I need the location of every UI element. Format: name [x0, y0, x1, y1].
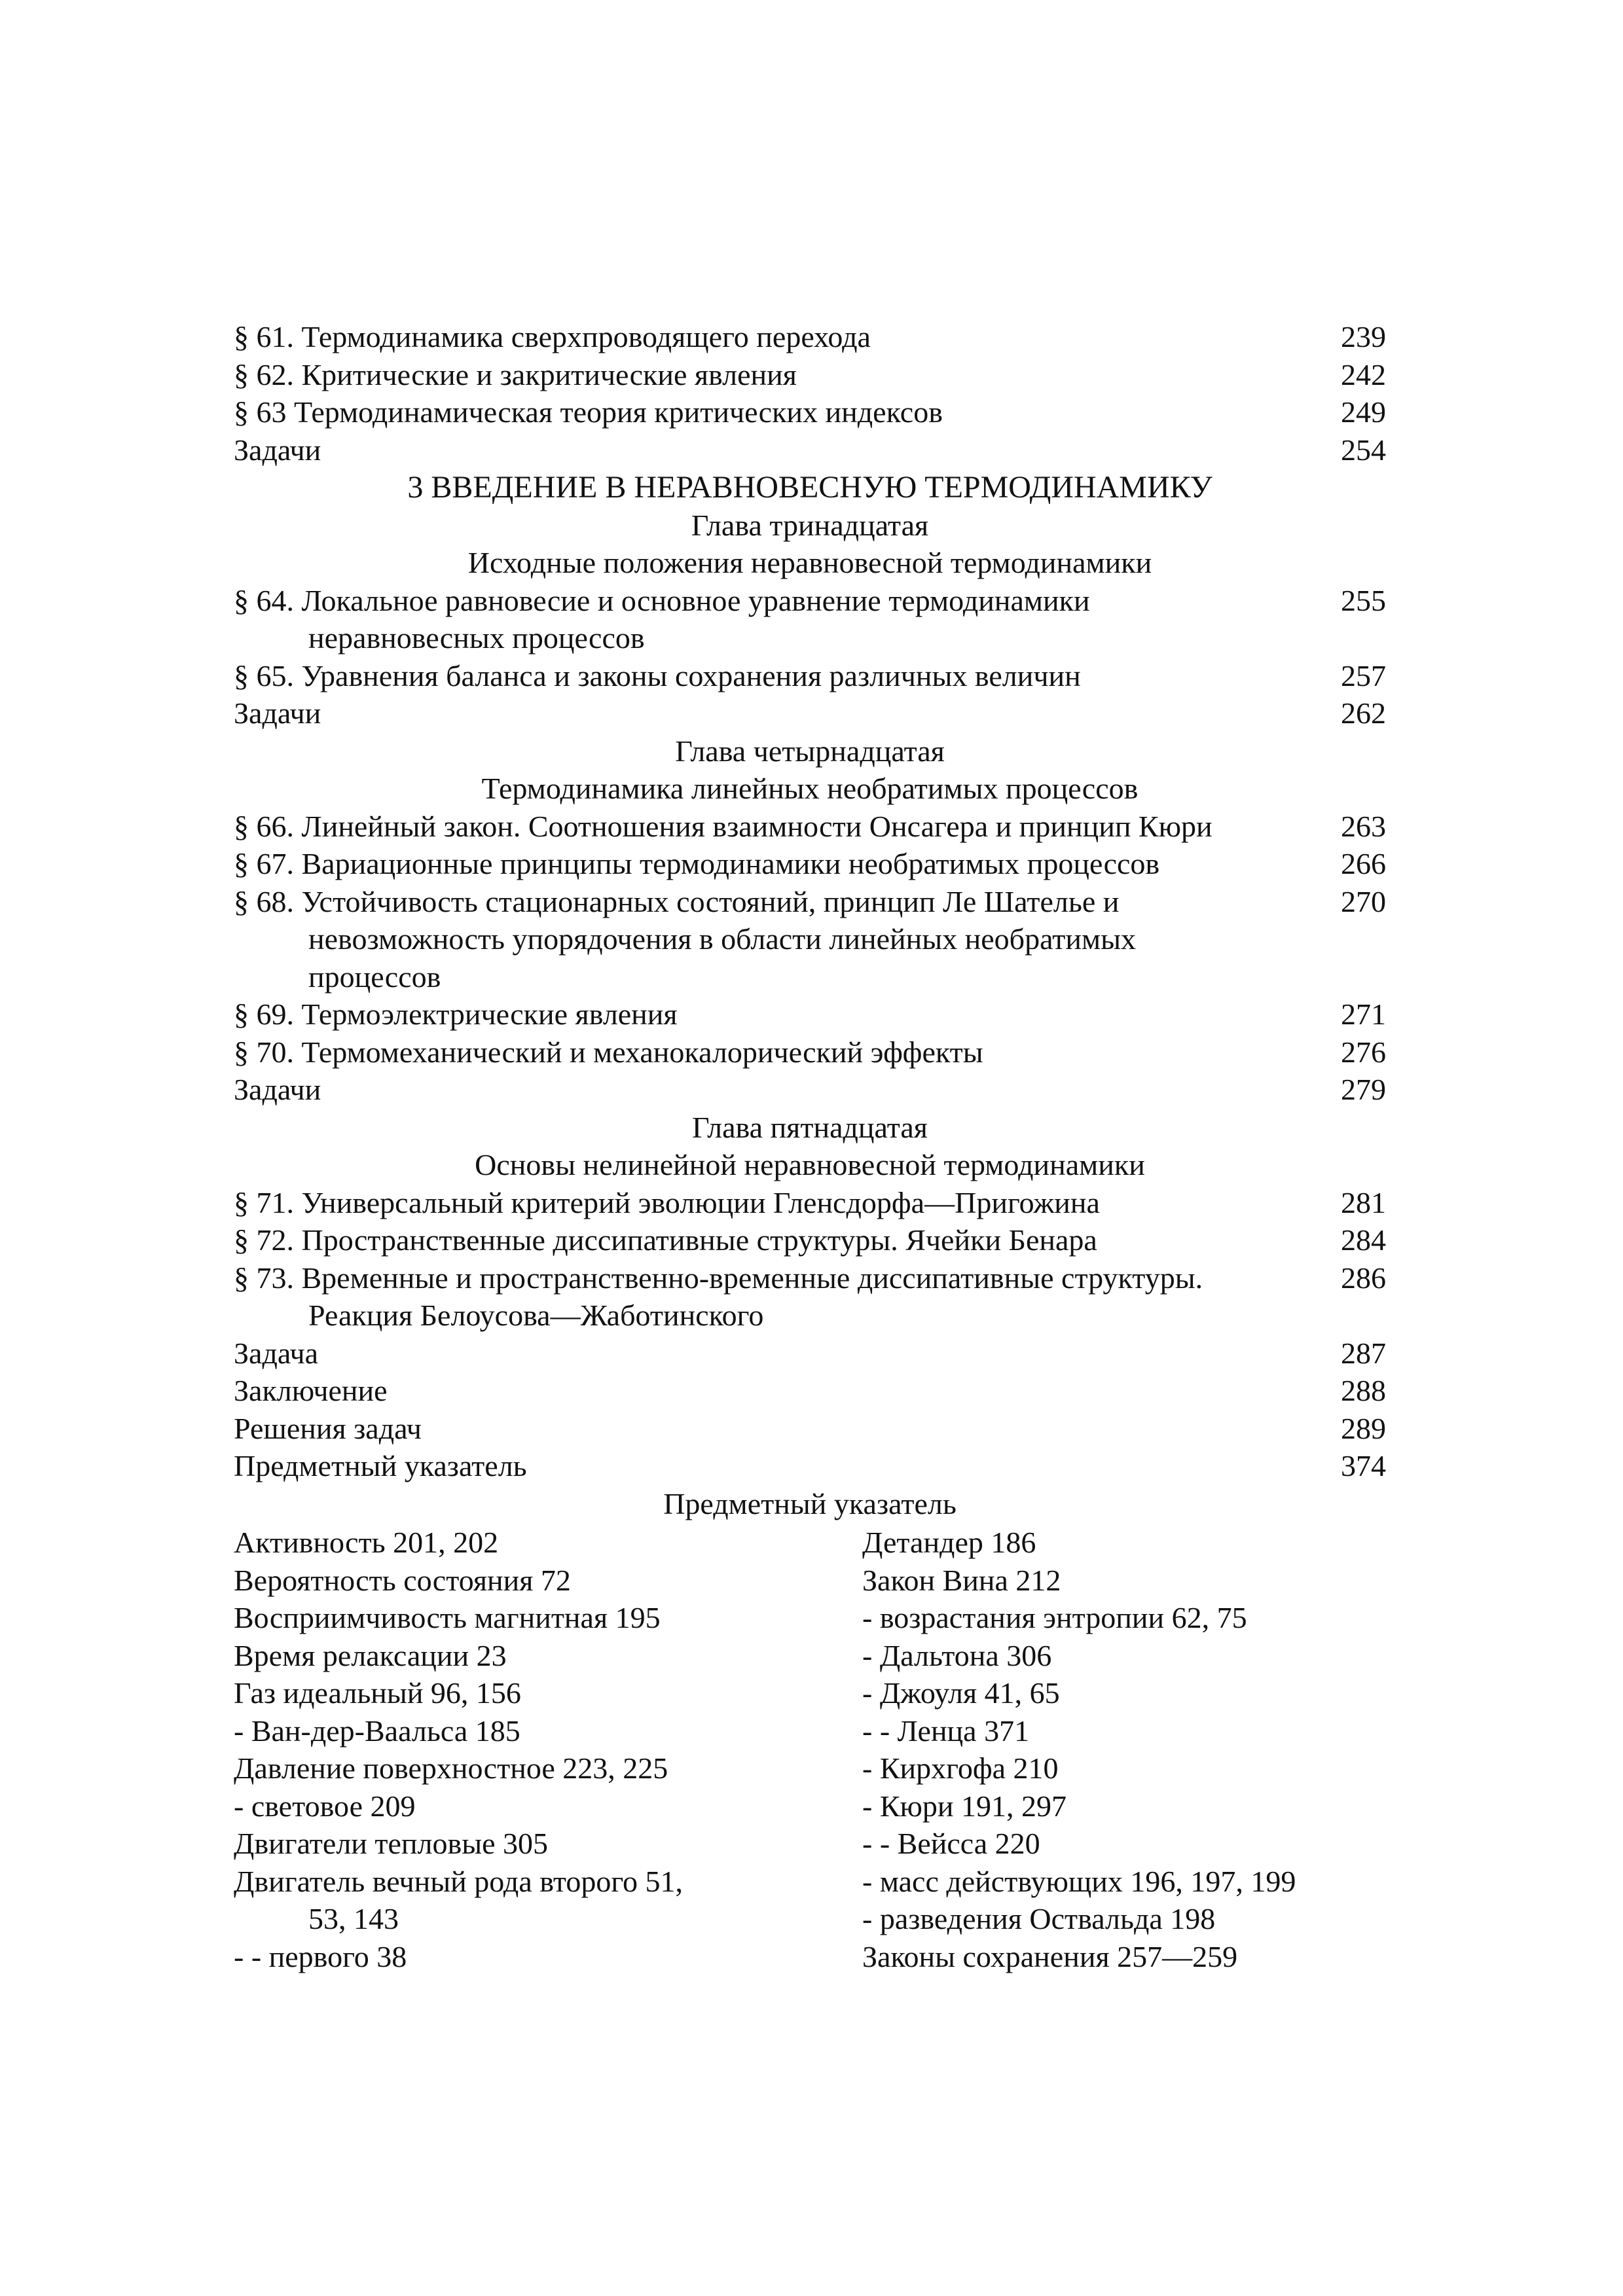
chapter-heading: Глава тринадцатая	[691, 508, 929, 542]
toc-entry	[234, 1447, 1386, 1485]
toc-entry-text: § 69. Термоэлектрические явления	[234, 997, 678, 1031]
toc-entry-title	[234, 808, 1327, 846]
toc-entry-continuation: Реакция Белоусова—Жаботинского	[308, 1299, 764, 1332]
toc-page-number: 276	[1341, 1035, 1386, 1069]
index-entry-text: Давление поверхностное 223, 225	[234, 1751, 668, 1785]
index-column-left	[234, 1524, 862, 1975]
toc-page-number: 262	[1341, 696, 1386, 730]
index-entry-text: Двигатель вечный рода второго 51,	[234, 1864, 684, 1898]
toc-entry-title	[234, 845, 1327, 883]
toc-entry-continuation: неравновесных процессов	[308, 621, 645, 655]
toc-entry-title	[234, 657, 1327, 695]
toc-page-number: 242	[1341, 357, 1386, 391]
toc-entry	[234, 657, 1386, 695]
toc-entry	[234, 1372, 1386, 1410]
index-entry	[234, 1524, 862, 1562]
toc-entry-text: § 61. Термодинамика сверхпроводящего перехода	[234, 320, 871, 353]
index-entry-text: Время релаксации 23	[234, 1638, 507, 1672]
index-entry-text: Детандер 186	[862, 1526, 1036, 1559]
index-entry	[862, 1712, 1386, 1750]
toc-entry-title	[234, 1033, 1327, 1071]
toc-entry-continuation: невозможность упорядочения в области линейных необратимых	[308, 922, 1137, 956]
toc-page-number: 281	[1341, 1185, 1386, 1219]
index-entry-text: - - первого 38	[234, 1939, 407, 1973]
subject-index	[234, 1524, 1386, 1975]
toc-entry	[234, 1033, 1386, 1071]
index-entry	[862, 1524, 1386, 1562]
index-entry-text: - световое 209	[234, 1789, 416, 1823]
index-entry	[862, 1749, 1386, 1787]
toc-entry	[234, 582, 1386, 657]
toc-page-number: 286	[1341, 1261, 1386, 1295]
index-entry	[234, 1749, 862, 1787]
toc-entry	[234, 1335, 1386, 1372]
toc-entry-text: § 72. Пространственные диссипативные структуры. Ячейки Бенара	[234, 1223, 1097, 1257]
toc-entry	[234, 1184, 1386, 1222]
index-entry	[234, 1562, 862, 1600]
toc-page-number: 239	[1341, 320, 1386, 353]
index-entry	[862, 1900, 1386, 1938]
toc-entry-text: § 68. Устойчивость стационарных состояний, принцип Ле Шателье и	[234, 884, 1120, 918]
toc-entry	[234, 393, 1386, 431]
toc-list	[234, 318, 1386, 1522]
toc-entry-title	[234, 1447, 1327, 1485]
index-entry	[862, 1863, 1386, 1901]
toc-entry-text: § 64. Локальное равновесие и основное уравнение термодинамики	[234, 583, 1090, 617]
toc-entry	[234, 1259, 1386, 1335]
index-entry-text: - Ван-дер-Ваальса 185	[234, 1713, 520, 1748]
toc-page-number: 271	[1341, 997, 1386, 1031]
index-entry-text: Восприимчивость магнитная 195	[234, 1601, 661, 1634]
toc-entry-title	[234, 694, 1327, 732]
index-entry-text: Закон Вина 212	[862, 1563, 1061, 1597]
table-of-contents	[234, 318, 1386, 1975]
toc-page-number: 289	[1341, 1411, 1386, 1445]
index-entry-text: Вероятность состояния 72	[234, 1563, 571, 1597]
chapter-heading: Глава пятнадцатая	[692, 1110, 928, 1144]
index-entry	[862, 1787, 1386, 1825]
chapter-heading: Основы нелинейной неравновесной термодинамики	[475, 1148, 1145, 1181]
toc-entry-title	[234, 318, 1327, 356]
toc-entry-title	[234, 431, 1327, 469]
toc-entry	[234, 883, 1386, 996]
index-entry	[234, 1787, 862, 1825]
index-entry	[862, 1938, 1386, 1976]
toc-entry	[234, 1410, 1386, 1448]
toc-page-number: 287	[1341, 1336, 1386, 1370]
toc-page-number: 263	[1341, 809, 1386, 843]
toc-entry-text: Задача	[234, 1336, 318, 1370]
chapter-heading: Глава четырнадцатая	[675, 734, 945, 768]
toc-page-number: 266	[1341, 847, 1386, 880]
toc-entry	[234, 845, 1386, 883]
index-entry	[234, 1863, 862, 1938]
toc-entry-title	[234, 1184, 1327, 1222]
index-column-right	[862, 1524, 1386, 1975]
toc-entry-text: Предметный указатель	[234, 1449, 527, 1482]
index-entry-text: - возрастания энтропии 62, 75	[862, 1601, 1247, 1634]
toc-entry-text: § 70. Термомеханический и механокалорический эффекты	[234, 1035, 983, 1069]
chapter-heading: Термодинамика линейных необратимых процессов	[481, 772, 1139, 805]
toc-entry-title	[234, 582, 1327, 657]
toc-entry	[234, 1221, 1386, 1259]
toc-entry-text: Задачи	[234, 696, 321, 730]
toc-entry	[234, 694, 1386, 732]
toc-page-number: 257	[1341, 658, 1386, 692]
toc-entry-text: Задачи	[234, 1073, 321, 1106]
toc-entry	[234, 808, 1386, 846]
index-entry	[234, 1712, 862, 1750]
toc-entry-text: § 73. Временные и пространственно-временные диссипативные структуры.	[234, 1261, 1203, 1295]
index-entry	[234, 1599, 862, 1637]
index-entry	[234, 1674, 862, 1712]
index-entry	[862, 1674, 1386, 1712]
toc-entry-title	[234, 356, 1327, 394]
toc-page-number: 270	[1341, 884, 1386, 918]
toc-entry	[234, 1071, 1386, 1109]
toc-entry	[234, 356, 1386, 394]
index-entry-text: - Джоуля 41, 65	[862, 1676, 1060, 1710]
index-entry-text: - - Ленца 371	[862, 1713, 1030, 1748]
index-entry-text: - Кирхгофа 210	[862, 1751, 1059, 1785]
toc-page-number: 374	[1341, 1449, 1386, 1482]
toc-entry-title	[234, 1410, 1327, 1448]
toc-entry-text: § 62. Критические и закритические явления	[234, 357, 797, 391]
toc-entry-title	[234, 1335, 1327, 1372]
index-entry-text: - Кюри 191, 297	[862, 1789, 1067, 1823]
toc-entry-title	[234, 393, 1327, 431]
part-title: 3 ВВЕДЕНИЕ В НЕРАВНОВЕСНУЮ ТЕРМОДИНАМИКУ	[407, 470, 1213, 505]
toc-entry-text: Задачи	[234, 433, 321, 467]
toc-page-number: 284	[1341, 1223, 1386, 1257]
toc-entry-text: § 63 Термодинамическая теория критических индексов	[234, 395, 943, 429]
index-entry	[862, 1599, 1386, 1637]
toc-entry-text: § 67. Вариационные принципы термодинамики необратимых процессов	[234, 847, 1160, 880]
index-entry	[234, 1825, 862, 1863]
toc-page-number: 279	[1341, 1073, 1386, 1106]
toc-entry-title	[234, 1372, 1327, 1410]
toc-entry-title	[234, 1259, 1327, 1335]
toc-entry-text: § 71. Универсальный критерий эволюции Гленсдорфа—Пригожина	[234, 1185, 1100, 1219]
toc-entry-text: Заключение	[234, 1374, 388, 1407]
index-entry-text: - Дальтона 306	[862, 1638, 1052, 1672]
index-entry	[862, 1562, 1386, 1600]
index-entry	[234, 1637, 862, 1675]
toc-entry-title	[234, 1221, 1327, 1259]
toc-entry-text: Решения задач	[234, 1411, 422, 1445]
toc-entry-continuation: процессов	[308, 960, 441, 994]
toc-entry-title	[234, 1071, 1327, 1109]
toc-page-number: 249	[1341, 395, 1386, 429]
index-entry-text: - масс действующих 196, 197, 199	[862, 1864, 1296, 1898]
toc-entry-text: § 65. Уравнения баланса и законы сохранения различных величин	[234, 658, 1081, 692]
index-entry-text: Активность 201, 202	[234, 1526, 499, 1559]
index-entry-text: - разведения Оствальда 198	[862, 1902, 1216, 1935]
index-entry	[862, 1637, 1386, 1675]
toc-entry	[234, 996, 1386, 1033]
toc-entry	[234, 431, 1386, 469]
chapter-heading: Исходные положения неравновесной термодинамики	[467, 546, 1152, 579]
index-entry	[234, 1938, 862, 1976]
toc-entry-title	[234, 883, 1327, 996]
toc-entry	[234, 318, 1386, 356]
toc-page-number: 255	[1341, 583, 1386, 617]
toc-entry-title	[234, 996, 1327, 1033]
index-entry-text: Законы сохранения 257—259	[862, 1939, 1238, 1973]
toc-entry-text: § 66. Линейный закон. Соотношения взаимности Онсагера и принцип Кюри	[234, 809, 1213, 843]
chapter-heading: Предметный указатель	[663, 1486, 957, 1520]
index-entry-continuation: 53, 143	[308, 1902, 399, 1935]
toc-page-number: 288	[1341, 1374, 1386, 1407]
index-entry	[862, 1825, 1386, 1863]
toc-page-number: 254	[1341, 433, 1386, 467]
index-entry-text: - - Вейсса 220	[862, 1827, 1040, 1860]
index-entry-text: Двигатели тепловые 305	[234, 1827, 549, 1860]
index-entry-text: Газ идеальный 96, 156	[234, 1676, 521, 1710]
